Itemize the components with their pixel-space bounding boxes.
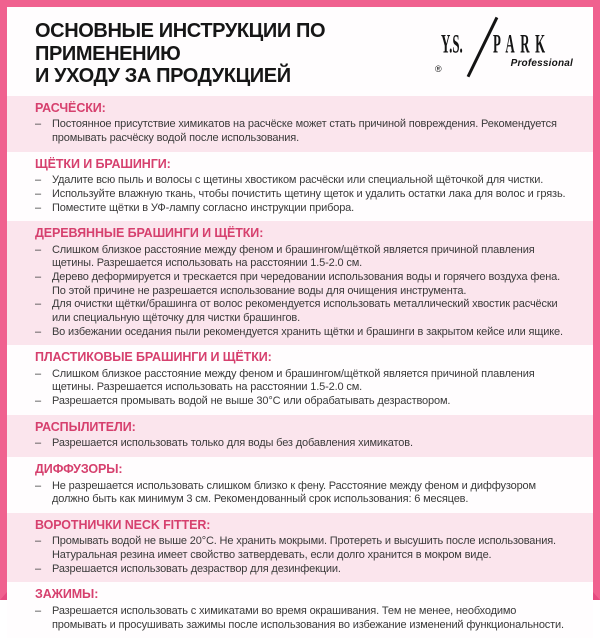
- care-section: [7, 96, 593, 152]
- sections-container: [7, 96, 593, 638]
- bullet-item: [35, 437, 571, 451]
- section-title: ЩЁТКИ И БРАШИНГИ:: [35, 156, 171, 171]
- bullet-dash: –: [35, 535, 41, 548]
- bullet-dash: –: [35, 271, 41, 284]
- bullet-item: [35, 298, 571, 325]
- bullet-text: Разрешается промывать водой не выше 30°C или обрабатывать дезраствором.: [52, 395, 451, 408]
- bullet-text: Удалите всю пыль и волосы с щетины хвостиком расчёски или специальной щёточкой для чистки.: [52, 174, 544, 187]
- section-title: ЗАЖИМЫ:: [35, 587, 99, 602]
- bullet-item: [35, 174, 571, 188]
- bullet-dash: –: [35, 187, 41, 200]
- logo-ys-text: Y.S.: [441, 32, 463, 60]
- bullet-text: Слишком близкое расстояние между феном и брашингом/щёткой является причиной плавления щетины. Разрешается использовать на расстоянии 1.5-2.0 см.: [52, 367, 535, 394]
- bullet-item: [35, 535, 571, 562]
- section-title: ПЛАСТИКОВЫЕ БРАШИНГИ И ЩЁТКИ:: [35, 350, 272, 365]
- bullet-item: [35, 118, 571, 145]
- bullet-item: [35, 480, 571, 507]
- bullet-list: [35, 244, 571, 339]
- page-title-line2: И УХОДУ ЗА ПРОДУКЦИЕЙ: [35, 65, 291, 88]
- logo-park-text: PARK: [493, 32, 551, 60]
- bullet-dash: –: [35, 201, 41, 214]
- registered-trademark-icon: ®: [435, 64, 442, 74]
- bullet-text: Разрешается использовать только для воды без добавления химикатов.: [52, 437, 413, 450]
- bullet-text: Промывать водой не выше 20°C. Не хранить мокрыми. Протереть и высушить после использования. Натуральная резина имеет свойство затвердевать, если долго хранится в мокром виде.: [52, 535, 556, 562]
- bullet-text: Постоянное присутствие химикатов на расчёске может стать причиной повреждения. Рекомендуется промывать расчёску водой после использования.: [52, 118, 557, 145]
- bullet-text: Во избежании оседания пыли рекомендуется хранить щётки и брашинги в закрытом кейсе или ящике.: [52, 325, 563, 338]
- bullet-list: [35, 118, 571, 145]
- bullet-list: [35, 174, 571, 215]
- bullet-dash: –: [35, 437, 41, 450]
- bullet-item: [35, 271, 571, 298]
- bullet-list: [35, 368, 571, 409]
- bullet-text: Для очистки щётки/брашинга от волос рекомендуется использовать металлический хвостик расчёски или специальную щёточку для чистки брашингов.: [52, 298, 558, 324]
- bullet-list: [35, 480, 571, 507]
- section-title: РАСПЫЛИТЕЛИ:: [35, 419, 136, 434]
- care-section: [7, 457, 593, 513]
- care-section: [7, 221, 593, 345]
- section-title: ДИФФУЗОРЫ:: [35, 461, 123, 476]
- care-section: [7, 582, 593, 638]
- care-section: [7, 415, 593, 457]
- bullet-dash: –: [35, 395, 41, 408]
- page-title-line1: ОСНОВНЫЕ ИНСТРУКЦИИ ПО ПРИМЕНЕНИЮ: [35, 20, 326, 65]
- bullet-list: [35, 605, 571, 632]
- bullet-item: [35, 202, 571, 216]
- page-title: [35, 20, 431, 88]
- section-title: ДЕРЕВЯННЫЕ БРАШИНГИ И ЩЁТКИ:: [35, 226, 264, 241]
- bullet-dash: –: [35, 479, 41, 492]
- section-title: РАСЧЁСКИ:: [35, 100, 106, 115]
- bullet-item: [35, 368, 571, 395]
- bullet-text: Дерево деформируется и трескается при чередовании использования воды и горячего воздуха фена. По этой причине не разрешается использование воды для очищения инструмента.: [52, 271, 561, 297]
- bullet-item: [35, 563, 571, 577]
- care-section: [7, 345, 593, 415]
- bullet-text: Не разрешается использовать слишком близко к фену. Расстояние между феном и диффузором должно быть как минимум 3 см. Рекомендованный срок использования: 6 месяцев.: [52, 479, 536, 506]
- bullet-text: Используйте влажную ткань, чтобы почистить щетину щеток и удалить остатки лака для волос и грязь.: [52, 187, 566, 200]
- bullet-item: [35, 244, 571, 271]
- bullet-dash: –: [35, 325, 41, 338]
- bullet-item: [35, 605, 571, 632]
- bullet-dash: –: [35, 243, 41, 256]
- bullet-dash: –: [35, 604, 41, 617]
- bullet-dash: –: [35, 174, 41, 187]
- bullet-text: Разрешается использовать дезраствор для дезинфекции.: [52, 562, 341, 575]
- care-section: [7, 513, 593, 583]
- bullet-text: Разрешается использовать с химикатами во время окрашивания. Тем не менее, необходимо промывать и просушивать зажимы после использования во избежание изменений функциональности.: [52, 604, 564, 631]
- bullet-text: Поместите щётки в УФ-лампу согласно инструкции прибора.: [52, 201, 355, 214]
- logo-professional-text: Professional: [510, 58, 573, 69]
- ys-park-logo: [431, 16, 573, 78]
- bullet-item: [35, 188, 571, 202]
- bullet-list: [35, 535, 571, 576]
- bullet-dash: –: [35, 118, 41, 131]
- header: [7, 7, 593, 96]
- bullet-dash: –: [35, 562, 41, 575]
- care-section: [7, 152, 593, 222]
- bullet-text: Слишком близкое расстояние между феном и брашингом/щёткой является причиной плавления щетины. Разрешается использовать на расстоянии 1.5-2.0 см.: [52, 243, 535, 270]
- section-title: ВОРОТНИЧКИ NECK FITTER:: [35, 517, 211, 532]
- bullet-item: [35, 395, 571, 409]
- bullet-item: [35, 326, 571, 340]
- bullet-list: [35, 437, 571, 451]
- bullet-dash: –: [35, 367, 41, 380]
- bullet-dash: –: [35, 298, 41, 311]
